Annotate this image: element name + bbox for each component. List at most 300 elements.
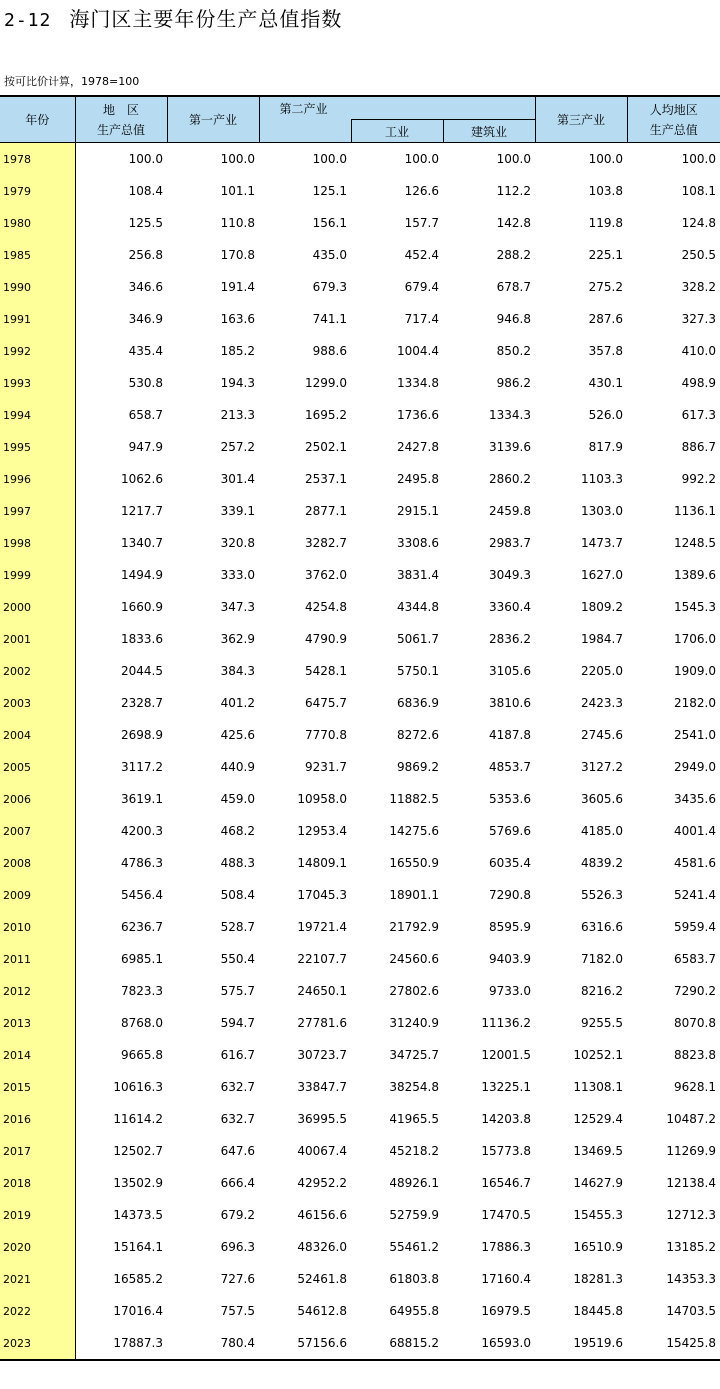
cell-gdp: 256.8 — [128, 248, 163, 262]
cell-secondary: 33847.7 — [297, 1080, 347, 1094]
page-title — [4, 5, 342, 33]
cell-tertiary: 1984.7 — [581, 632, 623, 646]
cell-construction: 17886.3 — [481, 1240, 531, 1254]
cell-secondary: 46156.6 — [297, 1208, 347, 1222]
cell-industry: 3308.6 — [397, 536, 439, 550]
cell-construction: 6035.4 — [489, 856, 531, 870]
cell-per-capita: 5959.4 — [674, 920, 716, 934]
cell-tertiary: 430.1 — [588, 376, 623, 390]
cell-tertiary: 3127.2 — [581, 760, 623, 774]
table-row — [0, 143, 720, 176]
cell-construction: 16979.5 — [481, 1304, 531, 1318]
header-per-capita-line1: 人均地区 — [649, 102, 698, 117]
cell-tertiary: 1103.3 — [581, 472, 623, 486]
cell-primary: 194.3 — [220, 376, 255, 390]
cell-tertiary: 275.2 — [588, 280, 623, 294]
cell-industry: 34725.7 — [389, 1048, 439, 1062]
cell-industry: 31240.9 — [389, 1016, 439, 1030]
cell-secondary: 54612.8 — [297, 1304, 347, 1318]
cell-gdp: 4200.3 — [121, 824, 163, 838]
cell-construction: 14203.8 — [481, 1112, 531, 1126]
cell-gdp: 658.7 — [128, 408, 163, 422]
cell-tertiary: 11308.1 — [573, 1080, 623, 1094]
cell-tertiary: 3605.6 — [581, 792, 623, 806]
cell-per-capita: 100.0 — [681, 152, 716, 166]
table-row — [0, 367, 720, 399]
cell-year: 2018 — [0, 1167, 75, 1199]
cell-secondary: 4254.8 — [305, 600, 347, 614]
cell-gdp: 1833.6 — [121, 632, 163, 646]
table-row — [0, 1135, 720, 1167]
cell-tertiary: 287.6 — [588, 312, 623, 326]
cell-gdp: 100.0 — [128, 152, 163, 166]
cell-gdp: 530.8 — [128, 376, 163, 390]
cell-year: 1996 — [0, 463, 75, 495]
cell-year: 2019 — [0, 1199, 75, 1231]
cell-secondary: 2502.1 — [305, 440, 347, 454]
cell-secondary: 125.1 — [312, 184, 347, 198]
cell-primary: 468.2 — [220, 824, 255, 838]
cell-primary: 320.8 — [220, 536, 255, 550]
table-row — [0, 239, 720, 271]
table-row — [0, 1103, 720, 1135]
cell-industry: 61803.8 — [389, 1272, 439, 1286]
cell-secondary: 52461.8 — [297, 1272, 347, 1286]
cell-industry: 11882.5 — [389, 792, 439, 806]
cell-gdp: 10616.3 — [113, 1080, 163, 1094]
cell-tertiary: 8216.2 — [581, 984, 623, 998]
cell-per-capita: 1545.3 — [674, 600, 716, 614]
cell-primary: 757.5 — [220, 1304, 255, 1318]
table-header — [0, 96, 720, 143]
cell-secondary: 7770.8 — [305, 728, 347, 742]
table-row — [0, 303, 720, 335]
cell-primary: 339.1 — [220, 504, 255, 518]
cell-construction: 15773.8 — [481, 1144, 531, 1158]
cell-tertiary: 526.0 — [588, 408, 623, 422]
cell-tertiary: 6316.6 — [581, 920, 623, 934]
cell-per-capita: 6583.7 — [674, 952, 716, 966]
cell-year: 2004 — [0, 719, 75, 751]
cell-tertiary: 1627.0 — [581, 568, 623, 582]
cell-year: 1978 — [0, 143, 75, 176]
table-number: 2-12 — [4, 10, 52, 31]
cell-year: 2008 — [0, 847, 75, 879]
cell-secondary: 22107.7 — [297, 952, 347, 966]
cell-construction: 100.0 — [496, 152, 531, 166]
table-row — [0, 591, 720, 623]
cell-construction: 4853.7 — [489, 760, 531, 774]
cell-construction: 2459.8 — [489, 504, 531, 518]
cell-year: 2015 — [0, 1071, 75, 1103]
cell-primary: 666.4 — [220, 1176, 255, 1190]
cell-primary: 632.7 — [220, 1112, 255, 1126]
cell-tertiary: 10252.1 — [573, 1048, 623, 1062]
cell-year: 2003 — [0, 687, 75, 719]
cell-industry: 452.4 — [404, 248, 439, 262]
cell-gdp: 11614.2 — [113, 1112, 163, 1126]
header-year: 年份 — [0, 96, 75, 143]
cell-gdp: 1062.6 — [121, 472, 163, 486]
cell-construction: 16593.0 — [443, 1327, 535, 1360]
cell-industry: 9869.2 — [397, 760, 439, 774]
header-secondary: 第二产业 — [259, 96, 351, 120]
cell-year: 2022 — [0, 1295, 75, 1327]
cell-gdp: 2044.5 — [121, 664, 163, 678]
cell-tertiary: 7182.0 — [581, 952, 623, 966]
cell-gdp: 6985.1 — [121, 952, 163, 966]
cell-construction: 4187.8 — [489, 728, 531, 742]
cell-year: 1995 — [0, 431, 75, 463]
cell-construction: 8595.9 — [489, 920, 531, 934]
cell-industry: 679.4 — [404, 280, 439, 294]
cell-construction: 9403.9 — [489, 952, 531, 966]
cell-secondary: 2537.1 — [305, 472, 347, 486]
cell-primary: 528.7 — [220, 920, 255, 934]
cell-industry: 24560.6 — [389, 952, 439, 966]
cell-primary: 440.9 — [220, 760, 255, 774]
cell-secondary: 12953.4 — [297, 824, 347, 838]
cell-per-capita: 2182.0 — [674, 696, 716, 710]
cell-primary: 696.3 — [220, 1240, 255, 1254]
cell-tertiary: 15455.3 — [573, 1208, 623, 1222]
cell-per-capita: 498.9 — [681, 376, 716, 390]
cell-tertiary: 9255.5 — [581, 1016, 623, 1030]
cell-gdp: 3117.2 — [121, 760, 163, 774]
cell-industry: 14275.6 — [389, 824, 439, 838]
cell-primary: 257.2 — [220, 440, 255, 454]
header-secondary-spacer — [351, 96, 443, 120]
cell-primary: 163.6 — [220, 312, 255, 326]
cell-industry: 18901.1 — [389, 888, 439, 902]
cell-primary: 347.3 — [220, 600, 255, 614]
cell-tertiary: 18281.3 — [573, 1272, 623, 1286]
cell-year: 2013 — [0, 1007, 75, 1039]
cell-gdp: 1660.9 — [121, 600, 163, 614]
cell-primary: 170.8 — [220, 248, 255, 262]
table-row — [0, 463, 720, 495]
cell-primary: 780.4 — [167, 1327, 259, 1360]
cell-per-capita: 617.3 — [681, 408, 716, 422]
cell-tertiary: 817.9 — [588, 440, 623, 454]
header-gdp-line2: 生产总值 — [96, 122, 145, 137]
cell-gdp: 2328.7 — [121, 696, 163, 710]
cell-tertiary: 14627.9 — [573, 1176, 623, 1190]
cell-tertiary: 18445.8 — [573, 1304, 623, 1318]
cell-construction: 3049.3 — [489, 568, 531, 582]
cell-tertiary: 119.8 — [588, 216, 623, 230]
cell-primary: 213.3 — [220, 408, 255, 422]
cell-per-capita: 10487.2 — [666, 1112, 716, 1126]
cell-primary: 459.0 — [220, 792, 255, 806]
cell-year: 2016 — [0, 1103, 75, 1135]
cell-year: 1979 — [0, 175, 75, 207]
cell-year: 2000 — [0, 591, 75, 623]
cell-construction: 678.7 — [496, 280, 531, 294]
cell-primary: 616.7 — [220, 1048, 255, 1062]
cell-year: 1991 — [0, 303, 75, 335]
gdp-index-table — [0, 95, 720, 1361]
cell-per-capita: 1706.0 — [674, 632, 716, 646]
header-industry: 工业 — [351, 120, 443, 143]
header-per-capita-line2: 生产总值 — [649, 122, 698, 137]
cell-secondary: 679.3 — [312, 280, 347, 294]
cell-gdp: 6236.7 — [121, 920, 163, 934]
cell-primary: 647.6 — [220, 1144, 255, 1158]
cell-secondary: 40067.4 — [297, 1144, 347, 1158]
cell-construction: 288.2 — [496, 248, 531, 262]
cell-tertiary: 4839.2 — [581, 856, 623, 870]
cell-primary: 101.1 — [220, 184, 255, 198]
cell-year: 2011 — [0, 943, 75, 975]
cell-per-capita: 250.5 — [681, 248, 716, 262]
cell-secondary: 4790.9 — [305, 632, 347, 646]
cell-primary: 575.7 — [220, 984, 255, 998]
cell-construction: 5353.6 — [489, 792, 531, 806]
cell-per-capita: 1248.5 — [674, 536, 716, 550]
table-row — [0, 271, 720, 303]
cell-industry: 6836.9 — [397, 696, 439, 710]
cell-tertiary: 357.8 — [588, 344, 623, 358]
table-row — [0, 719, 720, 751]
cell-per-capita: 8823.8 — [674, 1048, 716, 1062]
cell-construction: 16546.7 — [481, 1176, 531, 1190]
table-row — [0, 687, 720, 719]
cell-construction: 9733.0 — [489, 984, 531, 998]
cell-year: 2021 — [0, 1263, 75, 1295]
cell-secondary: 988.6 — [312, 344, 347, 358]
cell-gdp: 4786.3 — [121, 856, 163, 870]
cell-construction: 3810.6 — [489, 696, 531, 710]
cell-construction: 17470.5 — [481, 1208, 531, 1222]
table-row — [0, 1007, 720, 1039]
cell-gdp: 1217.7 — [121, 504, 163, 518]
cell-per-capita: 14703.5 — [666, 1304, 716, 1318]
header-per-capita — [627, 96, 720, 143]
cell-gdp: 16585.2 — [113, 1272, 163, 1286]
cell-construction: 13225.1 — [481, 1080, 531, 1094]
cell-per-capita: 410.0 — [681, 344, 716, 358]
cell-gdp: 17016.4 — [113, 1304, 163, 1318]
cell-industry: 2915.1 — [397, 504, 439, 518]
cell-construction: 142.8 — [496, 216, 531, 230]
cell-industry: 16550.9 — [389, 856, 439, 870]
cell-tertiary: 100.0 — [588, 152, 623, 166]
cell-tertiary: 13469.5 — [573, 1144, 623, 1158]
cell-tertiary: 1473.7 — [581, 536, 623, 550]
cell-per-capita: 124.8 — [681, 216, 716, 230]
cell-per-capita: 4001.4 — [674, 824, 716, 838]
header-secondary-lower — [259, 120, 351, 143]
table-row — [0, 655, 720, 687]
cell-industry: 1004.4 — [397, 344, 439, 358]
cell-tertiary: 4185.0 — [581, 824, 623, 838]
cell-per-capita: 13185.2 — [666, 1240, 716, 1254]
cell-primary: 301.4 — [220, 472, 255, 486]
cell-primary: 362.9 — [220, 632, 255, 646]
cell-primary: 100.0 — [220, 152, 255, 166]
cell-industry: 55461.2 — [389, 1240, 439, 1254]
cell-industry: 45218.2 — [389, 1144, 439, 1158]
cell-primary: 632.7 — [220, 1080, 255, 1094]
cell-per-capita: 12712.3 — [666, 1208, 716, 1222]
cell-construction: 3139.6 — [489, 440, 531, 454]
cell-primary: 727.6 — [220, 1272, 255, 1286]
cell-construction: 7290.8 — [489, 888, 531, 902]
cell-construction: 112.2 — [496, 184, 531, 198]
cell-tertiary: 103.8 — [588, 184, 623, 198]
cell-primary: 110.8 — [220, 216, 255, 230]
cell-secondary: 27781.6 — [297, 1016, 347, 1030]
cell-per-capita: 14353.3 — [666, 1272, 716, 1286]
cell-construction: 2836.2 — [489, 632, 531, 646]
cell-tertiary: 225.1 — [588, 248, 623, 262]
cell-year: 2007 — [0, 815, 75, 847]
cell-secondary: 435.0 — [312, 248, 347, 262]
cell-secondary: 3762.0 — [305, 568, 347, 582]
cell-tertiary: 5526.3 — [581, 888, 623, 902]
cell-primary: 425.6 — [220, 728, 255, 742]
cell-gdp: 346.6 — [128, 280, 163, 294]
table-row — [0, 1295, 720, 1327]
cell-tertiary: 19519.6 — [535, 1327, 627, 1360]
cell-primary: 384.3 — [220, 664, 255, 678]
cell-per-capita: 1909.0 — [674, 664, 716, 678]
table-title: 海门区主要年份生产总值指数 — [69, 7, 343, 31]
cell-industry: 8272.6 — [397, 728, 439, 742]
cell-gdp: 3619.1 — [121, 792, 163, 806]
cell-industry: 1334.8 — [397, 376, 439, 390]
table-row — [0, 751, 720, 783]
cell-per-capita: 8070.8 — [674, 1016, 716, 1030]
cell-industry: 2495.8 — [397, 472, 439, 486]
table-row — [0, 879, 720, 911]
cell-gdp: 14373.5 — [113, 1208, 163, 1222]
cell-secondary: 6475.7 — [305, 696, 347, 710]
cell-per-capita: 7290.2 — [674, 984, 716, 998]
table-row — [0, 559, 720, 591]
cell-industry: 717.4 — [404, 312, 439, 326]
table-row — [0, 623, 720, 655]
cell-gdp: 947.9 — [128, 440, 163, 454]
table-row — [0, 335, 720, 367]
cell-per-capita: 992.2 — [681, 472, 716, 486]
cell-year: 2001 — [0, 623, 75, 655]
cell-secondary: 5428.1 — [305, 664, 347, 678]
cell-construction: 5769.6 — [489, 824, 531, 838]
cell-year: 1998 — [0, 527, 75, 559]
cell-construction: 2983.7 — [489, 536, 531, 550]
cell-gdp: 8768.0 — [121, 1016, 163, 1030]
cell-industry: 68815.2 — [351, 1327, 443, 1360]
cell-per-capita: 15425.8 — [627, 1327, 720, 1360]
cell-secondary: 100.0 — [312, 152, 347, 166]
cell-tertiary: 2205.0 — [581, 664, 623, 678]
cell-tertiary: 2423.3 — [581, 696, 623, 710]
cell-tertiary: 1809.2 — [581, 600, 623, 614]
cell-year: 1997 — [0, 495, 75, 527]
cell-gdp: 17887.3 — [75, 1327, 167, 1360]
cell-year: 2006 — [0, 783, 75, 815]
cell-industry: 3831.4 — [397, 568, 439, 582]
cell-per-capita: 1136.1 — [674, 504, 716, 518]
cell-gdp: 346.9 — [128, 312, 163, 326]
cell-gdp: 7823.3 — [121, 984, 163, 998]
cell-secondary: 9231.7 — [305, 760, 347, 774]
cell-gdp: 15164.1 — [113, 1240, 163, 1254]
cell-construction: 3360.4 — [489, 600, 531, 614]
cell-year: 2023 — [0, 1327, 75, 1360]
cell-industry: 100.0 — [404, 152, 439, 166]
cell-secondary: 57156.6 — [259, 1327, 351, 1360]
cell-secondary: 1695.2 — [305, 408, 347, 422]
cell-construction: 12001.5 — [481, 1048, 531, 1062]
cell-secondary: 19721.4 — [297, 920, 347, 934]
cell-secondary: 156.1 — [312, 216, 347, 230]
cell-tertiary: 12529.4 — [573, 1112, 623, 1126]
table-row — [0, 1231, 720, 1263]
cell-construction: 850.2 — [496, 344, 531, 358]
table-row — [0, 1039, 720, 1071]
cell-construction: 2860.2 — [489, 472, 531, 486]
cell-construction: 3105.6 — [489, 664, 531, 678]
table-row — [0, 1167, 720, 1199]
table-row — [0, 399, 720, 431]
cell-secondary: 24650.1 — [297, 984, 347, 998]
table-row — [0, 815, 720, 847]
cell-per-capita: 11269.9 — [666, 1144, 716, 1158]
cell-per-capita: 3435.6 — [674, 792, 716, 806]
table-row — [0, 975, 720, 1007]
cell-year: 1980 — [0, 207, 75, 239]
cell-gdp: 435.4 — [128, 344, 163, 358]
cell-secondary: 30723.7 — [297, 1048, 347, 1062]
cell-year: 1993 — [0, 367, 75, 399]
table-row — [0, 1071, 720, 1103]
calculation-note: 按可比价计算，1978=100 — [4, 75, 140, 88]
cell-secondary: 741.1 — [312, 312, 347, 326]
cell-year: 1992 — [0, 335, 75, 367]
cell-secondary: 42952.2 — [297, 1176, 347, 1190]
cell-secondary: 3282.7 — [305, 536, 347, 550]
cell-year: 2012 — [0, 975, 75, 1007]
cell-industry: 2427.8 — [397, 440, 439, 454]
header-tertiary: 第三产业 — [535, 96, 627, 143]
cell-primary: 508.4 — [220, 888, 255, 902]
table-row — [0, 1327, 720, 1360]
cell-per-capita: 2949.0 — [674, 760, 716, 774]
cell-construction: 17160.4 — [481, 1272, 531, 1286]
table-row — [0, 495, 720, 527]
header-gdp-line1: 地 区 — [102, 102, 139, 117]
cell-industry: 48926.1 — [389, 1176, 439, 1190]
cell-year: 2009 — [0, 879, 75, 911]
cell-secondary: 48326.0 — [297, 1240, 347, 1254]
cell-construction: 1334.3 — [489, 408, 531, 422]
cell-secondary: 14809.1 — [297, 856, 347, 870]
header-gdp — [75, 96, 167, 143]
cell-year: 2020 — [0, 1231, 75, 1263]
cell-secondary: 17045.3 — [297, 888, 347, 902]
header-secondary-spacer-2 — [443, 96, 535, 120]
cell-per-capita: 327.3 — [681, 312, 716, 326]
table-row — [0, 943, 720, 975]
cell-primary: 401.2 — [220, 696, 255, 710]
cell-gdp: 9665.8 — [121, 1048, 163, 1062]
table-body — [0, 143, 720, 1361]
table-row — [0, 847, 720, 879]
cell-year: 2017 — [0, 1135, 75, 1167]
